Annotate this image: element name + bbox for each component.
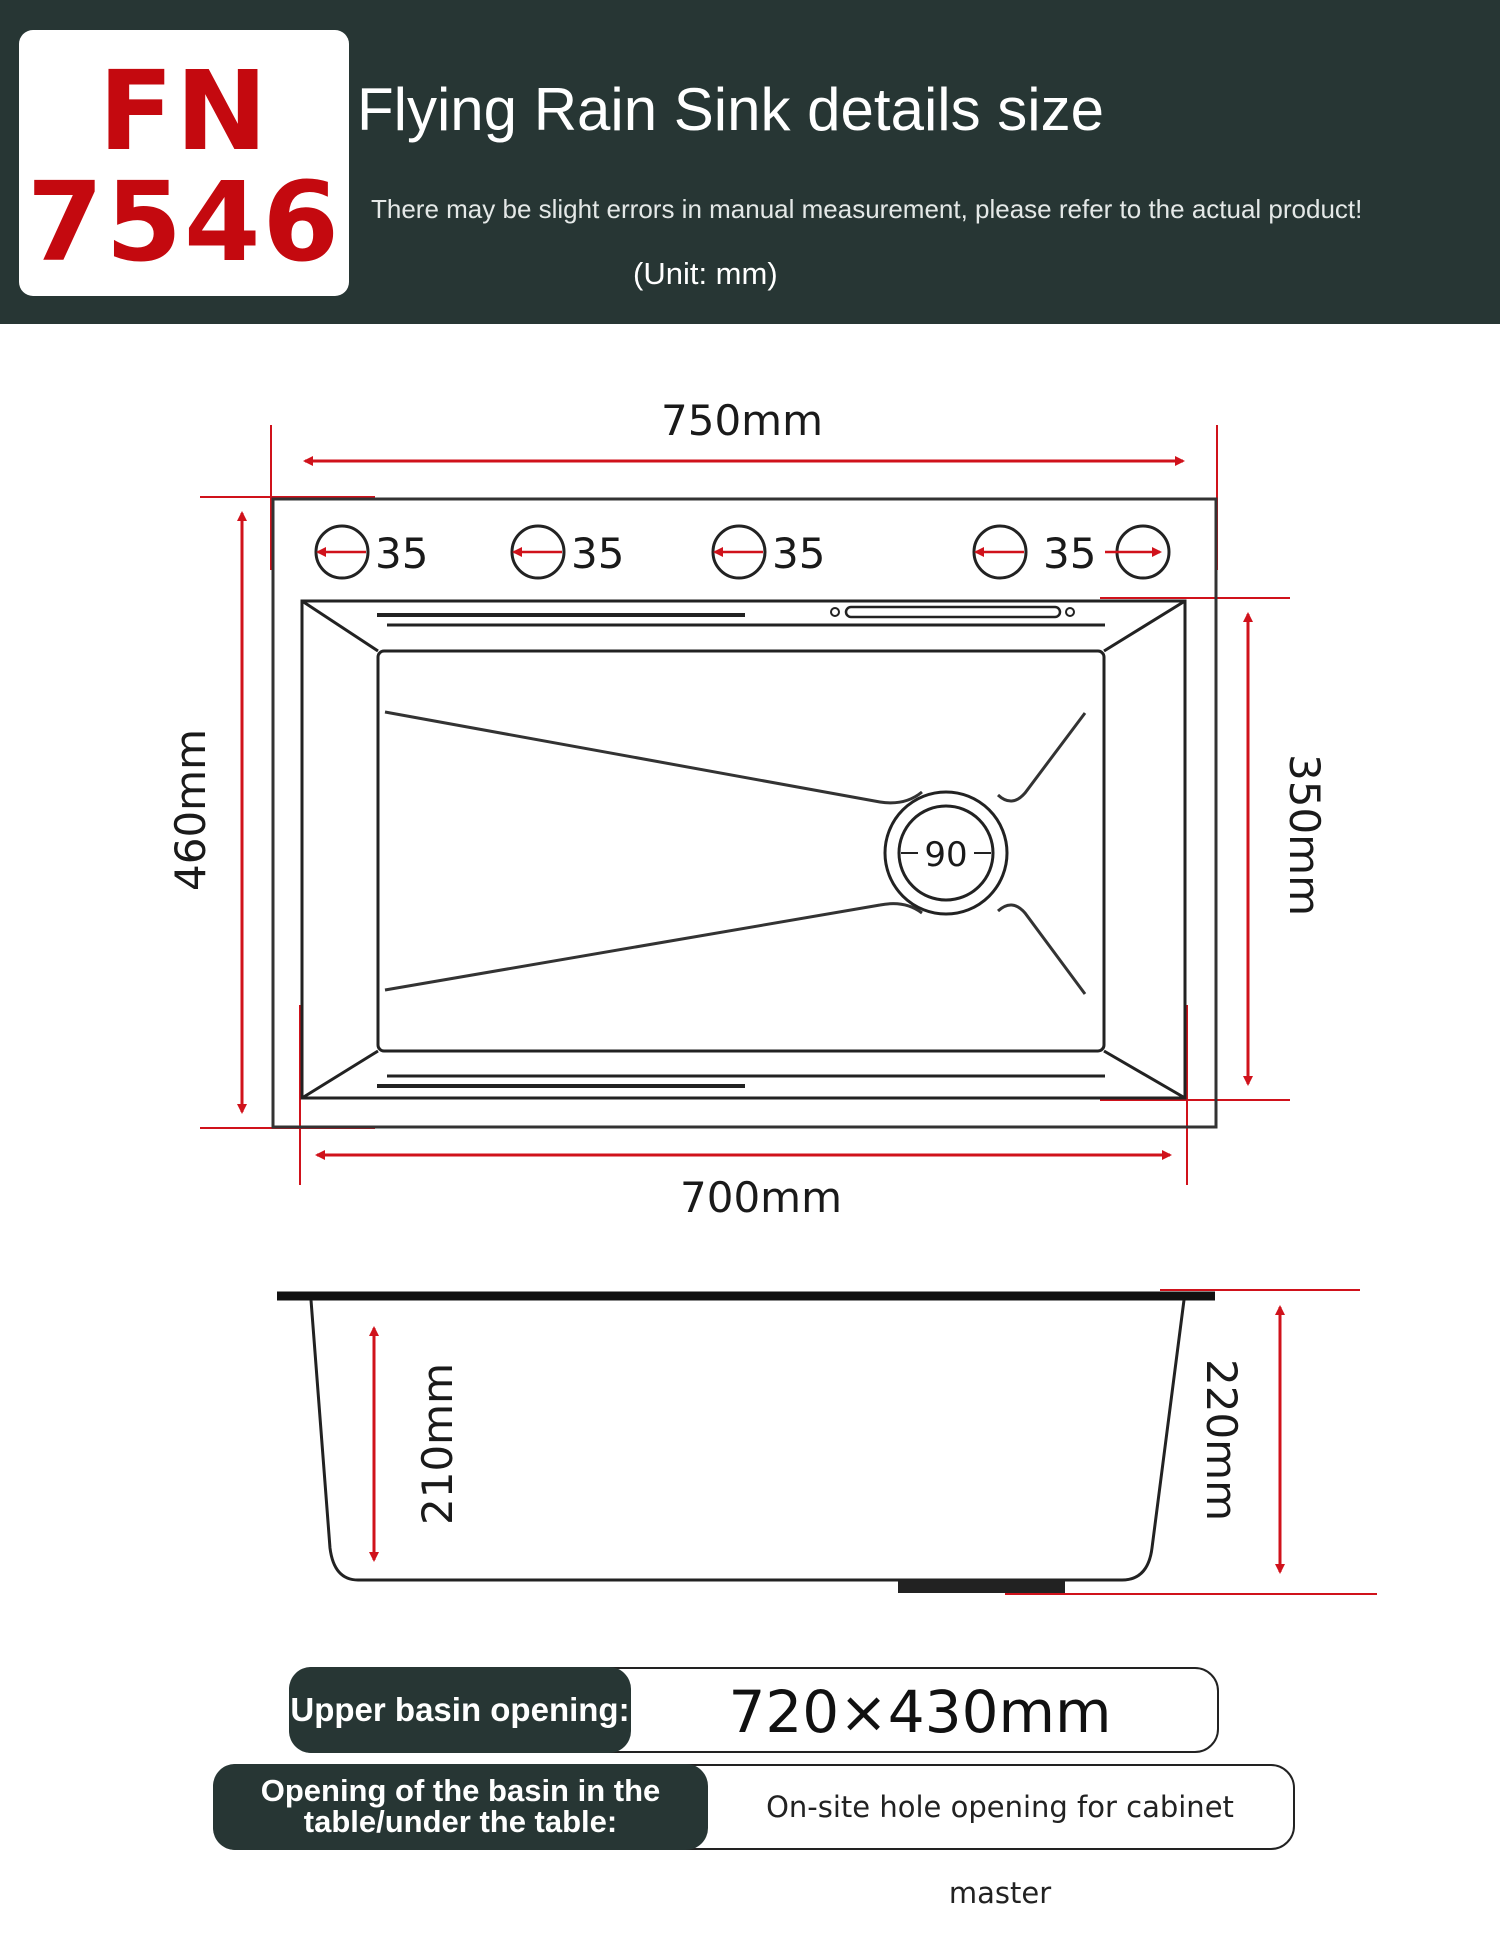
table-opening-label-line1: Opening of the basin in the xyxy=(260,1773,661,1808)
measurement-disclaimer: There may be slight errors in manual measurement, please refer to the actual product! xyxy=(371,194,1363,224)
hole-marker xyxy=(713,526,825,578)
sink-dimension-drawing xyxy=(0,324,1500,1654)
header-banner xyxy=(0,0,1500,324)
hole-spacing-1: 35 xyxy=(375,529,429,578)
model-logo xyxy=(19,30,349,296)
hole-spacing-3: 35 xyxy=(772,529,826,578)
table-opening-label xyxy=(213,1764,708,1850)
overall-depth-label: 460mm xyxy=(166,729,215,891)
logo-model-number: 7546 xyxy=(26,158,342,286)
drain-diameter-label: 90 xyxy=(924,835,968,875)
hole-marker xyxy=(512,526,624,578)
unit-note: (Unit: mm) xyxy=(633,256,778,291)
sink-outer-rim xyxy=(273,499,1216,1127)
page-title: Flying Rain Sink details size xyxy=(357,76,1104,143)
inner-height-label: 210mm xyxy=(413,1363,462,1525)
inner-depth-label: 350mm xyxy=(1280,754,1329,916)
table-opening-label-line2: table/under the table: xyxy=(303,1804,618,1839)
table-opening-value: On-site hole opening for cabinet master xyxy=(766,1790,1234,1910)
upper-opening-label: Upper basin opening: xyxy=(289,1667,631,1753)
top-view xyxy=(166,396,1329,1222)
hole-marker xyxy=(316,526,428,578)
side-view xyxy=(277,1290,1377,1594)
upper-opening-value: 720×430mm xyxy=(728,1678,1112,1746)
overall-height-label: 220mm xyxy=(1197,1359,1246,1521)
hole-spacing-2: 35 xyxy=(571,529,625,578)
overall-width-label: 750mm xyxy=(661,396,823,445)
hole-marker xyxy=(974,526,1169,578)
hole-spacing-4: 35 xyxy=(1043,529,1097,578)
drain-outlet-stub xyxy=(898,1581,1065,1593)
rain-outlet-bar xyxy=(846,607,1060,617)
inner-width-label: 700mm xyxy=(680,1173,842,1222)
sink-bowl-top xyxy=(302,601,1185,1098)
logo-series: FN xyxy=(98,47,270,175)
